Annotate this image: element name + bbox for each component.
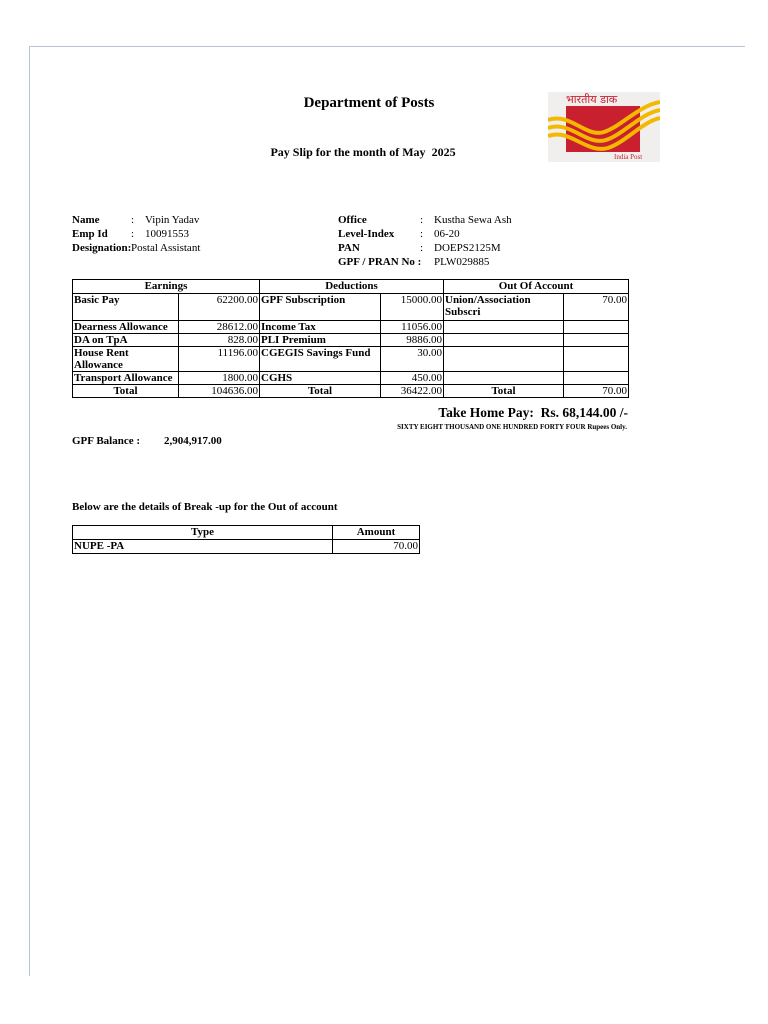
out-of-account-label [444, 321, 564, 334]
level-index-value: 06-20 [434, 228, 460, 240]
table-row [73, 294, 629, 321]
page-border-left [29, 46, 30, 976]
earning-label: Basic Pay [73, 294, 179, 321]
out-of-account-label: Union/Association Subscri [444, 294, 564, 321]
out-of-account-label [444, 334, 564, 347]
office-value: Kustha Sewa Ash [434, 214, 512, 226]
earning-label: Dearness Allowance [73, 321, 179, 334]
level-index-label: Level-Index [338, 228, 395, 240]
take-home-amount: Rs. 68,144.00 /- [540, 405, 628, 420]
out-of-account-total: 70.00 [564, 385, 629, 398]
table-row [73, 540, 420, 554]
take-home-label: Take Home Pay: [438, 405, 534, 420]
deduction-amount: 30.00 [381, 347, 444, 372]
designation-value: Postal Assistant [131, 242, 201, 254]
amount-header: Amount [333, 526, 420, 540]
employee-info-right [338, 213, 512, 269]
department-title: Department of Posts [303, 95, 435, 111]
out-of-account-total-label: Total [444, 385, 564, 398]
gpf-balance [72, 435, 222, 447]
out-of-account-amount [564, 347, 629, 372]
earning-label: House Rent Allowance [73, 347, 179, 372]
deduction-amount: 15000.00 [381, 294, 444, 321]
earning-amount: 828.00 [179, 334, 260, 347]
deduction-amount: 450.00 [381, 372, 444, 385]
deduction-amount: 11056.00 [381, 321, 444, 334]
earning-label: DA on TpA [73, 334, 179, 347]
gpf-pran-row [338, 255, 512, 269]
out-of-account-label [444, 347, 564, 372]
designation-row [72, 241, 200, 255]
emp-id-label: Emp Id [72, 228, 108, 240]
deductions-total: 36422.00 [381, 385, 444, 398]
out-of-account-amount: 70.00 [564, 294, 629, 321]
deduction-label: Income Tax [260, 321, 381, 334]
earning-amount: 11196.00 [179, 347, 260, 372]
earning-label: Transport Allowance [73, 372, 179, 385]
deductions-total-label: Total [260, 385, 381, 398]
deduction-amount: 9886.00 [381, 334, 444, 347]
payslip-prefix: Pay Slip for the month of [270, 145, 400, 159]
out-of-account-label [444, 372, 564, 385]
employee-id-row: Emp Id : 10091553 [72, 228, 189, 240]
page-border-top [29, 46, 745, 47]
payslip-year: 2025 [431, 145, 456, 159]
india-post-logo [548, 92, 660, 162]
out-of-account-amount [564, 321, 629, 334]
pan-row: PAN : DOEPS2125M [338, 242, 501, 254]
deductions-header: Deductions [260, 280, 444, 294]
earnings-total: 104636.00 [179, 385, 260, 398]
breakup-amount: 70.00 [333, 540, 420, 554]
deduction-label: CGEGIS Savings Fund [260, 347, 381, 372]
office-row: Office : Kustha Sewa Ash [338, 214, 512, 226]
breakup-table [72, 525, 420, 554]
office-label: Office [338, 214, 367, 226]
gpf-pran-label: GPF / PRAN No : [338, 256, 422, 268]
deduction-label: PLI Premium [260, 334, 381, 347]
logo-hindi-text: भारतीय डाक [566, 93, 618, 106]
gpf-balance-label: GPF Balance : [72, 435, 141, 447]
level-index-row: Level-Index : 06-20 [338, 228, 460, 240]
india-post-logo-graphic [548, 92, 660, 162]
payslip-month: May [402, 145, 426, 159]
earning-amount: 28612.00 [179, 321, 260, 334]
gpf-pran-value: PLW029885 [434, 256, 490, 268]
breakup-title: Below are the details of Break -up for the Out of account [72, 501, 338, 513]
pay-table [72, 279, 629, 398]
name-value: Vipin Yadav [145, 214, 200, 226]
employee-name-row: Name : Vipin Yadav [72, 214, 200, 226]
pay-table-totals-row [73, 385, 629, 398]
gpf-balance-value: 2,904,917.00 [164, 435, 222, 447]
emp-id-value: 10091553 [145, 228, 189, 240]
table-row [73, 347, 629, 372]
amount-in-words [397, 423, 627, 431]
logo-english-text: India Post [614, 153, 643, 161]
pan-label: PAN [338, 242, 360, 254]
pan-value: DOEPS2125M [434, 242, 501, 254]
take-home-pay [438, 405, 628, 421]
earnings-header: Earnings [73, 280, 260, 294]
deduction-label: GPF Subscription [260, 294, 381, 321]
table-row [73, 321, 629, 334]
out-of-account-amount [564, 334, 629, 347]
employee-info-left [72, 213, 200, 255]
breakup-type: NUPE -PA [73, 540, 333, 554]
amount-words-suffix: Rupees Only. [587, 423, 627, 431]
table-row [73, 372, 629, 385]
earning-amount: 1800.00 [179, 372, 260, 385]
earning-amount: 62200.00 [179, 294, 260, 321]
breakup-header-row [73, 526, 420, 540]
designation-label: Designation: [72, 242, 132, 254]
name-label: Name [72, 214, 100, 226]
amount-words: SIXTY EIGHT THOUSAND ONE HUNDRED FORTY FOUR [397, 423, 586, 431]
deduction-label: CGHS [260, 372, 381, 385]
pay-table-header-row [73, 280, 629, 294]
table-row [73, 334, 629, 347]
earnings-total-label: Total [73, 385, 179, 398]
type-header: Type [73, 526, 333, 540]
out-of-account-header: Out Of Account [444, 280, 629, 294]
out-of-account-amount [564, 372, 629, 385]
